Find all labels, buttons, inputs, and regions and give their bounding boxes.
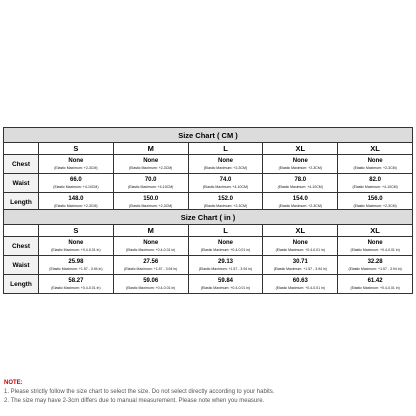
row-label-waist: Waist (4, 174, 39, 193)
measurement-cell (113, 256, 188, 275)
elastic-note: (Elastic Maximum: +0.4-0.01 in) (51, 286, 101, 290)
elastic-note: (Elastic Maximum: +1.57 - 3.94 in) (273, 267, 327, 271)
measurement-cell (188, 155, 263, 174)
size-header-xl: XL (338, 143, 413, 155)
measurement-value: None (217, 240, 233, 246)
measurement-value: None (367, 240, 383, 246)
size-header-xl: XL (338, 225, 413, 237)
elastic-note: (Elastic Maximum: +1.57 - 3.94 in) (124, 267, 178, 271)
measurement-value: 148.0 (68, 196, 84, 202)
measurement-cell (263, 237, 338, 256)
elastic-note: (Elastic Maximum: +2-3CM) (353, 166, 397, 170)
measurement-value: 59.84 (217, 278, 233, 284)
size-chart-title: Size Chart ( CM ) (4, 128, 413, 143)
elastic-note: (Elastic Maximum: +1.57 - 3.94 in) (198, 267, 253, 271)
elastic-note: (Elastic Maximum: +0.4-0.01 in) (200, 248, 251, 252)
elastic-note: (Elastic Maximum: +2-3CM) (54, 204, 98, 208)
row-label-length: Length (4, 275, 39, 294)
table-row (4, 174, 413, 193)
measurement-value: 74.0 (219, 177, 232, 183)
elastic-note: (Elastic Maximum: +2-3CM) (278, 204, 322, 208)
row-label-chest: Chest (4, 237, 39, 256)
measurement-value: 60.63 (292, 278, 308, 284)
measurement-value: None (217, 158, 233, 164)
measurement-value: 58.27 (68, 278, 84, 284)
size-header-m: M (113, 143, 188, 155)
elastic-note: (Elastic Maximum: +2-3CM) (54, 166, 98, 170)
measurement-value: 25.98 (68, 259, 84, 265)
measurement-value: None (68, 240, 84, 246)
elastic-note: (Elastic Maximum: +0.4-0.01 in) (275, 248, 325, 252)
measurement-cell (113, 155, 188, 174)
elastic-note: (Elastic Maximum: +4-10CM) (53, 185, 99, 189)
size-header-l: L (188, 225, 263, 237)
measurement-value: 82.0 (369, 177, 381, 183)
measurement-value: None (143, 158, 159, 164)
measurement-cell (113, 237, 188, 256)
size-header-s: S (39, 225, 114, 237)
table-row (4, 275, 413, 294)
measurement-cell (188, 256, 263, 275)
measurement-value: None (143, 240, 159, 246)
measurement-value: None (68, 158, 84, 164)
measurement-cell (263, 155, 338, 174)
elastic-note: (Elastic Maximum: +2-3CM) (203, 204, 248, 208)
measurement-value: 32.28 (367, 259, 383, 265)
measurement-value: 66.0 (70, 177, 82, 183)
notes-section (4, 379, 414, 406)
measurement-value: 70.0 (144, 177, 157, 183)
size-header-s: S (39, 143, 114, 155)
elastic-note: (Elastic Maximum: +2-3CM) (129, 204, 173, 208)
measurement-value: 152.0 (217, 196, 233, 202)
measurement-cell (338, 174, 413, 193)
elastic-note: (Elastic Maximum: +2-3CM) (129, 166, 173, 170)
measurement-cell (113, 275, 188, 294)
measurement-cell (39, 174, 114, 193)
table-row (4, 256, 413, 275)
measurement-cell (188, 174, 263, 193)
measurement-cell (263, 275, 338, 294)
measurement-value: 150.0 (143, 196, 159, 202)
elastic-note: (Elastic Maximum: +4-10CM) (277, 185, 323, 189)
measurement-cell (39, 237, 114, 256)
size-chart-in (3, 209, 413, 294)
measurement-value: 78.0 (294, 177, 307, 183)
measurement-cell (39, 275, 114, 294)
measurement-cell (39, 256, 114, 275)
measurement-cell (338, 155, 413, 174)
elastic-note: (Elastic Maximum: +2-3CM) (353, 204, 397, 208)
measurement-value: 29.13 (217, 259, 233, 265)
corner-cell (4, 143, 39, 155)
table-row (4, 155, 413, 174)
measurement-cell (113, 174, 188, 193)
measurement-value: 154.0 (292, 196, 308, 202)
elastic-note: (Elastic Maximum: +2-3CM) (278, 166, 322, 170)
elastic-note: (Elastic Maximum: +0.4-0.01 in) (350, 286, 400, 290)
size-header-l: L (188, 143, 263, 155)
measurement-cell (338, 237, 413, 256)
measurement-cell (263, 174, 338, 193)
measurement-cell (338, 256, 413, 275)
elastic-note: (Elastic Maximum: +1.57 - 3.94 in) (49, 267, 103, 271)
row-label-chest: Chest (4, 155, 39, 174)
measurement-cell (39, 155, 114, 174)
size-chart-cm (3, 127, 413, 212)
elastic-note: (Elastic Maximum: +0.4-0.01 in) (350, 248, 400, 252)
size-header-xl: XL (263, 225, 338, 237)
measurement-value: 156.0 (367, 196, 383, 202)
measurement-value: 59.06 (143, 278, 159, 284)
table-row (4, 237, 413, 256)
notes-title: NOTE: (4, 380, 23, 386)
note-line-1: 1. Please strictly follow the size chart to select the size. Do not select directly according to your habits. (4, 389, 275, 395)
elastic-note: (Elastic Maximum: +0.4-0.01 in) (51, 248, 101, 252)
elastic-note: (Elastic Maximum: +0.4-0.01 in) (126, 248, 176, 252)
elastic-note: (Elastic Maximum: +4-10CM) (128, 185, 174, 189)
elastic-note: (Elastic Maximum: +0.4-0.01 in) (275, 286, 325, 290)
measurement-cell (338, 275, 413, 294)
note-line-2: 2. The size may have 2-3cm differs due to manual measurement. Please note when you measure. (4, 398, 265, 404)
elastic-note: (Elastic Maximum: +0.4-0.01 in) (126, 286, 176, 290)
elastic-note: (Elastic Maximum: +0.4-0.01 in) (200, 286, 251, 290)
measurement-value: 30.71 (292, 259, 308, 265)
elastic-note: (Elastic Maximum: +4-10CM) (202, 185, 249, 189)
measurement-value: 27.56 (143, 259, 159, 265)
size-chart-title: Size Chart ( in ) (4, 210, 413, 225)
elastic-note: (Elastic Maximum: +1.57 - 3.94 in) (348, 267, 402, 271)
size-header-m: M (113, 225, 188, 237)
elastic-note: (Elastic Maximum: +2-3CM) (203, 166, 248, 170)
measurement-value: None (292, 240, 308, 246)
measurement-cell (188, 275, 263, 294)
size-header-xl: XL (263, 143, 338, 155)
measurement-value: None (292, 158, 308, 164)
row-label-length: Length (4, 193, 39, 212)
measurement-cell (188, 237, 263, 256)
measurement-value: None (367, 158, 383, 164)
measurement-cell (263, 256, 338, 275)
measurement-value: 61.42 (367, 278, 383, 284)
row-label-waist: Waist (4, 256, 39, 275)
corner-cell (4, 225, 39, 237)
elastic-note: (Elastic Maximum: +4-10CM) (352, 185, 398, 189)
